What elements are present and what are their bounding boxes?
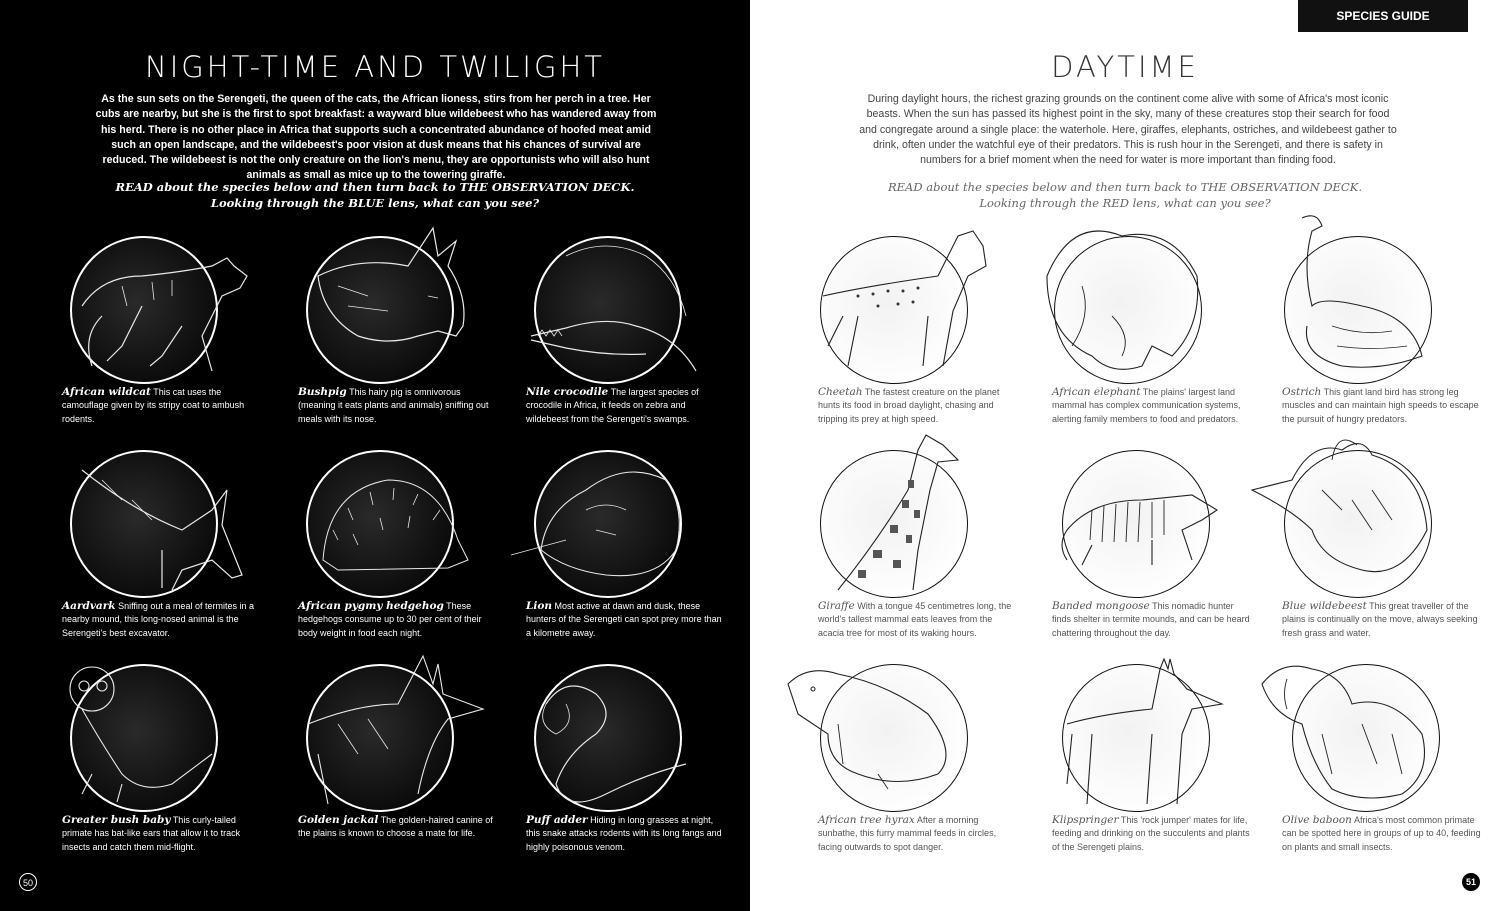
blue-wildebeest-illustration <box>1282 450 1472 600</box>
species-name: Aardvark <box>62 600 116 612</box>
species-name: Banded mongoose <box>1052 600 1150 612</box>
left-intro-paragraph: As the sun sets on the Serengeti, the queen of the cats, the African lioness, stirs from her perch in a tree. Her cubs are nearby, but she is the first to spot breakfast: a wayward blue wildebeest who has wandered away from his herd. There is no other place in Africa that supports such a concentrated abundance of hoofed meat amid such an open landscape, and the wildebeest's poor vision at dusk means that his chances of survival are reduced. The wildebeest is not the only creature on the lion's menu, they are opportunists who will also hunt animals as small as mice up to the towering giraffe. <box>95 93 657 182</box>
species-name: Nile crocodile <box>526 386 609 398</box>
species-name: African pygmy hedgehog <box>298 600 444 612</box>
species-name: African wildcat <box>62 386 151 398</box>
right-intro-paragraph: During daylight hours, the richest grazing grounds on the continent come alive with some of Africa's most iconic beasts. When the sun has passed its highest point in the sky, many of these creatures stop their search for food and congregate around a single place: the waterhole. Here, giraffes, elephants, ostriches, and wildebeest gather to drink, often under the watchful eye of their predators. This is rush hour in the Serengeti, and there is safety in numbers for a brief moment when the need for water is more important than finding food. <box>859 93 1397 167</box>
species-name: Lion <box>526 600 553 612</box>
page-number: 50 <box>19 873 37 891</box>
right-page: SPECIES GUIDE DAYTIME During daylight hours, the richest grazing grounds on the continent come alive with some of Africa's most iconic beasts. When the sun has passed its highest point in the sky, many of these creatures stop their search for food and congregate around a single place: the waterhole. Here, giraffes, elephants, ostriches, and wildebeest gather to drink, often under the watchful eye of their predators. This is rush hour in the Serengeti, and there is safety in numbers for a brief moment when the need for water is more important than finding food. READ about the species below and then turn back to THE OBSERVATION DECK. Looking through the RED lens, what can you see? Cheetah The fastest creature on the planet hunts its food in broad daylight, chasing and tripping its prey at high speed. African elephant The plains' largest land mammal has complex communication systems, alerting family members to food and predators. Ostrich This giant land bird has strong leg muscles and can maintain high speeds to escape the pursuit of hungry predators. Giraffe With a tongue 45 centimetres long, the world's tallest mammal eats leaves from the acacia tree for most of its waking hours. Banded mongoose This nomadic hunter finds shelter in termite mounds, and can be heard chattering throughout the day. Blue wildebeest This great traveller of the plains is continually on the move, always seeking fresh grass and water. African tree hyrax After a morning sunbathe, this furry mammal feeds in circles, facing outwards to spot danger. Klipspringer This 'rock jumper' mates for life, feeding and drinking on the succulents and plants of the Serengeti plains. Olive baboon Africa's most common primate can be spotted here in groups of up to 40, feeding on plants and small insects. 51 <box>750 0 1500 911</box>
right-page-title: DAYTIME <box>1051 50 1199 84</box>
elephant-illustration <box>1052 236 1242 386</box>
species-name: Cheetah <box>818 386 863 398</box>
species-name: Giraffe <box>818 600 855 612</box>
golden-jackal-illustration <box>298 664 488 814</box>
aardvark-illustration <box>62 450 252 600</box>
species-name: African tree hyrax <box>818 814 915 826</box>
bush-baby-illustration <box>62 664 252 814</box>
bushpig-illustration <box>298 236 488 386</box>
olive-baboon-illustration <box>1282 664 1472 814</box>
species-name: Greater bush baby <box>62 814 171 826</box>
species-name: Olive baboon <box>1282 814 1352 826</box>
giraffe-illustration <box>818 450 1008 600</box>
lion-illustration <box>526 450 716 600</box>
left-page: NIGHT-TIME AND TWILIGHT As the sun sets on the Serengeti, the queen of the cats, the African lioness, stirs from her perch in a tree. Her cubs are nearby, but she is the first to spot breakfast: a wayward blue wildebeest who has wandered away from his herd. There is no other place in Africa that supports such a concentrated abundance of hoofed meat amid such an open landscape, and the wildebeest's poor vision at dusk means that his chances of survival are reduced. The wildebeest is not the only creature on the lion's menu, they are opportunists who will also hunt animals as small as mice up to the towering giraffe. READ about the species below and then turn back to THE OBSERVATION DECK. Looking through the BLUE lens, what can you see? African wildcat This cat uses the camouflage given by its stripy coat to ambush rodents. Bushpig This hairy pig is omnivorous (meaning it eats plants and animals) sniffing out meals with its nose. Nile crocodile The largest species of crocodile in Africa, it feeds on zebra and wildebeest from the Serengeti's swamps. Aardvark Sniffing out a meal of termites in a nearby mound, this long-nosed animal is the Serengeti's best excavator. African pygmy hedgehog These hedgehogs consume up to 30 per cent of their body weight in food each night. Lion Most active at dawn and dusk, these hunters of the Serengeti can spot prey more than a kilometre away. Greater bush baby This curly-tailed primate has bat-like ears that allow it to track insects and catch them mid-flight. Golden jackal The golden-haired canine of the plains is known to choose a mate for life. Puff adder Hiding in long grasses at night, this snake attacks rodents with its long fangs and highly poisonous venom. 50 <box>0 0 750 911</box>
right-read-instruction: READ about the species below and then turn back to THE OBSERVATION DECK. Looking through the RED lens, what can you see? <box>888 180 1362 210</box>
african-wildcat-illustration <box>62 236 252 386</box>
page-number: 51 <box>1462 873 1480 891</box>
banded-mongoose-illustration <box>1052 450 1242 600</box>
cheetah-illustration <box>818 236 1008 386</box>
tree-hyrax-illustration <box>818 664 1008 814</box>
hedgehog-illustration <box>298 450 488 600</box>
species-name: Bushpig <box>298 386 347 398</box>
species-name: Ostrich <box>1282 386 1322 398</box>
species-name: Puff adder <box>526 814 588 826</box>
ostrich-illustration <box>1282 236 1472 386</box>
species-guide-tab: SPECIES GUIDE <box>1298 0 1468 32</box>
species-name: Blue wildebeest <box>1282 600 1367 612</box>
species-name: Klipspringer <box>1052 814 1119 826</box>
species-name: African elephant <box>1052 386 1141 398</box>
left-read-instruction: READ about the species below and then turn back to THE OBSERVATION DECK. Looking through the BLUE lens, what can you see? <box>115 180 635 210</box>
left-page-title: NIGHT-TIME AND TWILIGHT <box>145 50 605 84</box>
puff-adder-illustration <box>526 664 716 814</box>
species-name: Golden jackal <box>298 814 379 826</box>
nile-crocodile-illustration <box>526 236 716 386</box>
klipspringer-illustration <box>1052 664 1242 814</box>
